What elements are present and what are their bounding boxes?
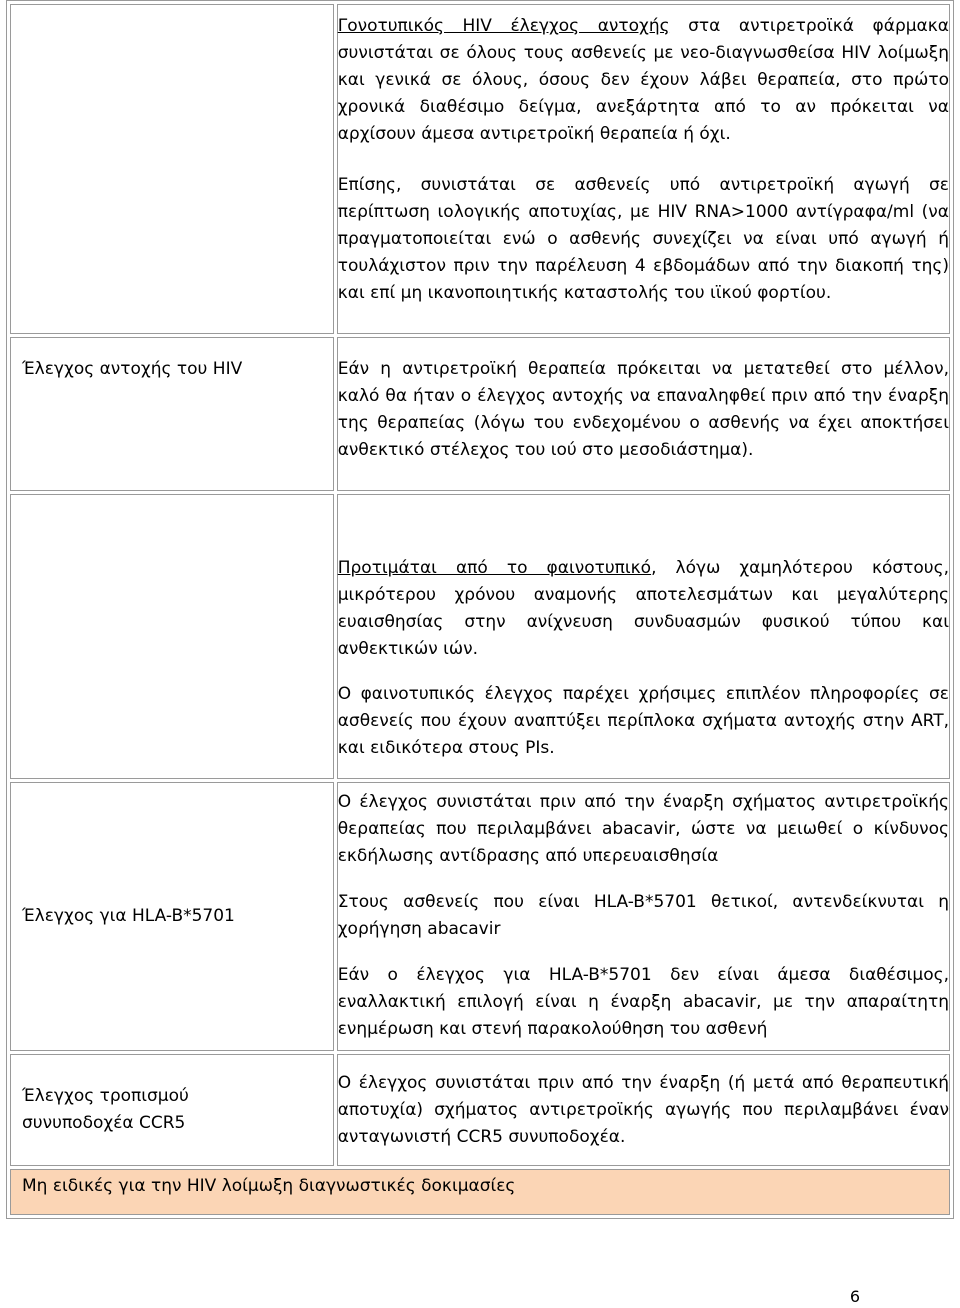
- genotypic-paragraph-1-text: στα αντιρετροϊκά φάρμακα συνιστάται σε όλους τους ασθενείς με νεο-διαγνωσθείσα HIV λοίμωξη και γενικά σε όλους, όσους δεν έχουν λάβει θεραπεία, στο πρώτο χρονικά διαθέσιμο δείγμα, ανεξάρτητα από το αν πρόκειται να αρχίσουν άμεσα αντιρετροϊκή θεραπεία ή όχι.: [337, 16, 949, 144]
- resistance-paragraph-1: Εάν η αντιρετροϊκή θεραπεία πρόκειται να μετατεθεί στο μέλλον, καλό θα ήταν ο έλεγχος αντοχής να επαναληφθεί πριν από την έναρξη της θεραπείας (λόγω του ενδεχομένου ο ασθενής να έχει αποκτήσει ανθεκτικό στέλεχος του ιού στο μεσοδιάστημα).: [337, 359, 949, 460]
- row-label: [11, 626, 30, 646]
- phenotypic-paragraph-2: Ο φαινοτυπικός έλεγχος παρέχει χρήσιμες επιπλέον πληροφορίες σε ασθενείς που έχουν αναπτύξει περίπλοκα σχήματα αντοχής στην ART, και ειδικότερα στους PIs.: [337, 684, 949, 758]
- phenotypic-paragraph-1: [338, 555, 949, 663]
- hla-paragraph-2: Στους ασθενείς που είναι HLA-B*5701 θετικοί, αντενδείκνυται η χορήγηση abacavir: [337, 892, 949, 939]
- row-label-cell: [10, 782, 334, 1051]
- hla-paragraph-1: Ο έλεγχος συνιστάται πριν από την έναρξη σχήματος αντιρετροϊκής θεραπείας που περιλαμβάνει abacavir, ώστε να μειωθεί ο κίνδυνος εκδήλωσης αντίδρασης από υπερευαισθησία: [337, 792, 949, 866]
- row-label-cell: [10, 4, 334, 334]
- phenotypic-heading-underlined: Προτιμάται από το φαινοτυπικό: [337, 558, 652, 578]
- phenotypic-paragraph-1-text: , λόγω χαμηλότερου κόστους, μικρότερου χρόνου αναμονής αποτελεσμάτων και μεγαλύτερης ευαισθησίας στην ανίχνευση συνδυασμών φυσικού τύπου και ανθεκτικών ιών.: [337, 558, 949, 659]
- row-label-cell: [10, 1054, 334, 1166]
- row-label: [11, 159, 30, 179]
- table-row-phenotypic: [10, 494, 950, 779]
- genotypic-heading-underlined: Γονοτυπικός HIV έλεγχος αντοχής: [337, 16, 670, 36]
- genotypic-paragraph-2: Επίσης, συνιστάται σε ασθενείς υπό αντιρετροϊκή αγωγή σε περίπτωση ιολογικής αποτυχίας, με HIV RNA>1000 αντίγραφα/ml (να πραγματοποιείται ενώ ο ασθενής συνεχίζει να είναι υπό αγωγή ή τουλάχιστον πριν την παρέλευση 4 εβδομάδων από την διακοπή της) και επί μη ικανοποιητικής καταστολής του ιϊκού φορτίου.: [337, 175, 949, 303]
- section-header-cell: [10, 1169, 950, 1215]
- guidelines-table: [6, 0, 954, 1219]
- tropism-paragraph-1: Ο έλεγχος συνιστάται πριν από την έναρξη (ή μετά από θεραπευτική αποτυχία) σχήματος αντιρετροϊκής αγωγής που περιλαμβάνει έναν ανταγωνιστή CCR5 συνυποδοχέα.: [337, 1072, 949, 1147]
- table-row-genotypic: [10, 4, 950, 334]
- row-label: Έλεγχος για HLA-B*5701: [22, 906, 235, 926]
- genotypic-paragraph-1: [338, 13, 949, 148]
- table-row-resistance: [10, 337, 950, 491]
- row-content-cell: [337, 337, 950, 491]
- row-label: Έλεγχος αντοχής του HIV: [22, 359, 243, 379]
- row-label: Έλεγχος τροπισμού συνυποδοχέα CCR5: [22, 1086, 189, 1133]
- hla-paragraph-3: Εάν ο έλεγχος για HLA-B*5701 δεν είναι άμεσα διαθέσιμος, εναλλακτική επιλογή είναι η έναρξη abacavir, με την απαραίτητη ενημέρωση και στενή παρακολούθηση του ασθενή: [337, 965, 949, 1039]
- row-content-cell: [337, 494, 950, 779]
- row-label-cell: [10, 494, 334, 779]
- row-content-cell: [337, 782, 950, 1051]
- table-row-section-header: [10, 1169, 950, 1215]
- row-content-cell: [337, 1054, 950, 1166]
- section-header-text: Μη ειδικές για την HIV λοίμωξη διαγνωστικές δοκιμασίες: [22, 1176, 516, 1196]
- row-label-cell: [10, 337, 334, 491]
- table-row-tropism: [10, 1054, 950, 1166]
- page-number: 6: [849, 1287, 860, 1306]
- row-content-cell: [337, 4, 950, 334]
- table-row-hla: [10, 782, 950, 1051]
